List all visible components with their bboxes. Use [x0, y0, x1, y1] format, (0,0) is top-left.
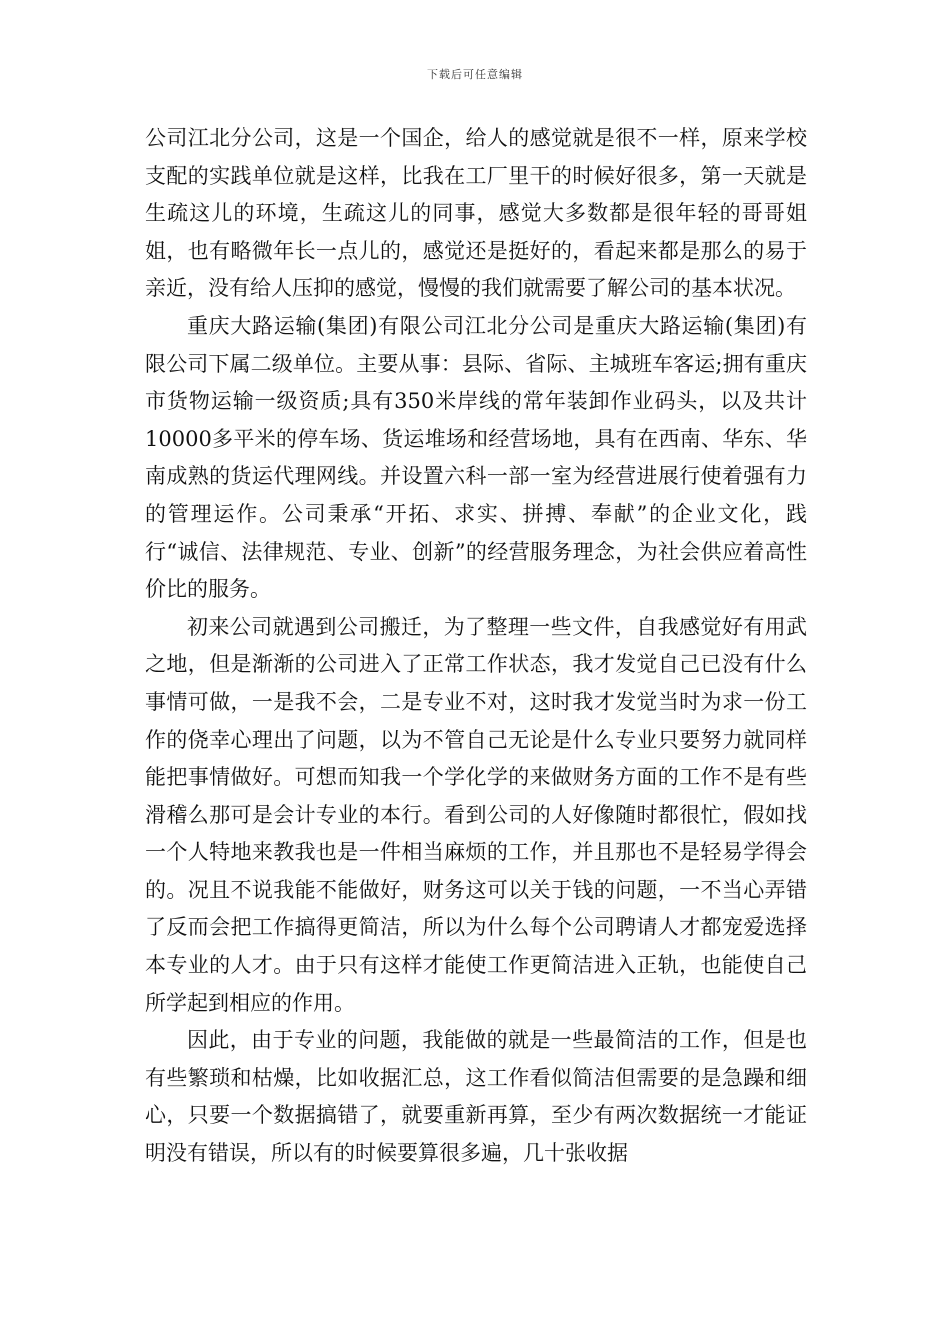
header-note: 下载后可任意编辑	[427, 68, 523, 81]
paragraph-4: 因此，由于专业的问题，我能做的就是一些最简洁的工作，但是也有些繁琐和枯燥，比如收据汇总，这工作看似简洁但需要的是急躁和细心，只要一个数据搞错了，就要重新再算，至少有两次数据统一才能证明没有错误，所以有的时候要算很多遍，几十张收据	[145, 1028, 807, 1166]
paragraph-1: 公司江北分公司，这是一个国企，给人的感觉就是很不一样，原来学校支配的实践单位就是这样，比我在工厂里干的时候好很多，第一天就是生疏这儿的环境，生疏这儿的同事，感觉大多数都是很年轻的哥哥姐姐，也有略微年长一点儿的，感觉还是挺好的，看起来都是那么的易于亲近，没有给人压抑的感觉，慢慢的我们就需要了解公司的基本状况。	[145, 126, 807, 301]
paragraph-3: 初来公司就遇到公司搬迁，为了整理一些文件，自我感觉好有用武之地，但是渐渐的公司进入了正常工作状态，我才发觉自己已没有什么事情可做，一是我不会，二是专业不对，这时我才发觉当时为求一份工作的侥幸心理出了问题，以为不管自己无论是什么专业只要努力就同样能把事情做好。可想而知我一个学化学的来做财务方面的工作不是有些滑稽么那可是会计专业的本行。看到公司的人好像随时都很忙，假如找一个人特地来教我也是一件相当麻烦的工作，并且那也不是轻易学得会的。况且不说我能不能做好，财务这可以关于钱的问题，一不当心弄错了反而会把工作搞得更简洁，所以为什么每个公司聘请人才都宠爱选择本专业的人才。由于只有这样才能使工作更简洁进入正轨，也能使自己所学起到相应的作用。	[145, 614, 807, 1015]
body-text	[145, 120, 807, 1173]
paragraph-2: 重庆大路运输(集团)有限公司江北分公司是重庆大路运输(集团)有限公司下属二级单位。主要从事：县际、省际、主城班车客运;拥有重庆市货物运输一级资质;具有350米岸线的常年装卸作业码头，以及共计10000多平米的停车场、货运堆场和经营场地，具有在西南、华东、华南成熟的货运代理网线。并设置六科一部一室为经营进展行使着强有力的管理运作。公司秉承“开拓、求实、拼搏、奉献”的企业文化，践行“诚信、法律规范、专业、创新”的经营服务理念，为社会供应着高性价比的服务。	[145, 313, 807, 602]
